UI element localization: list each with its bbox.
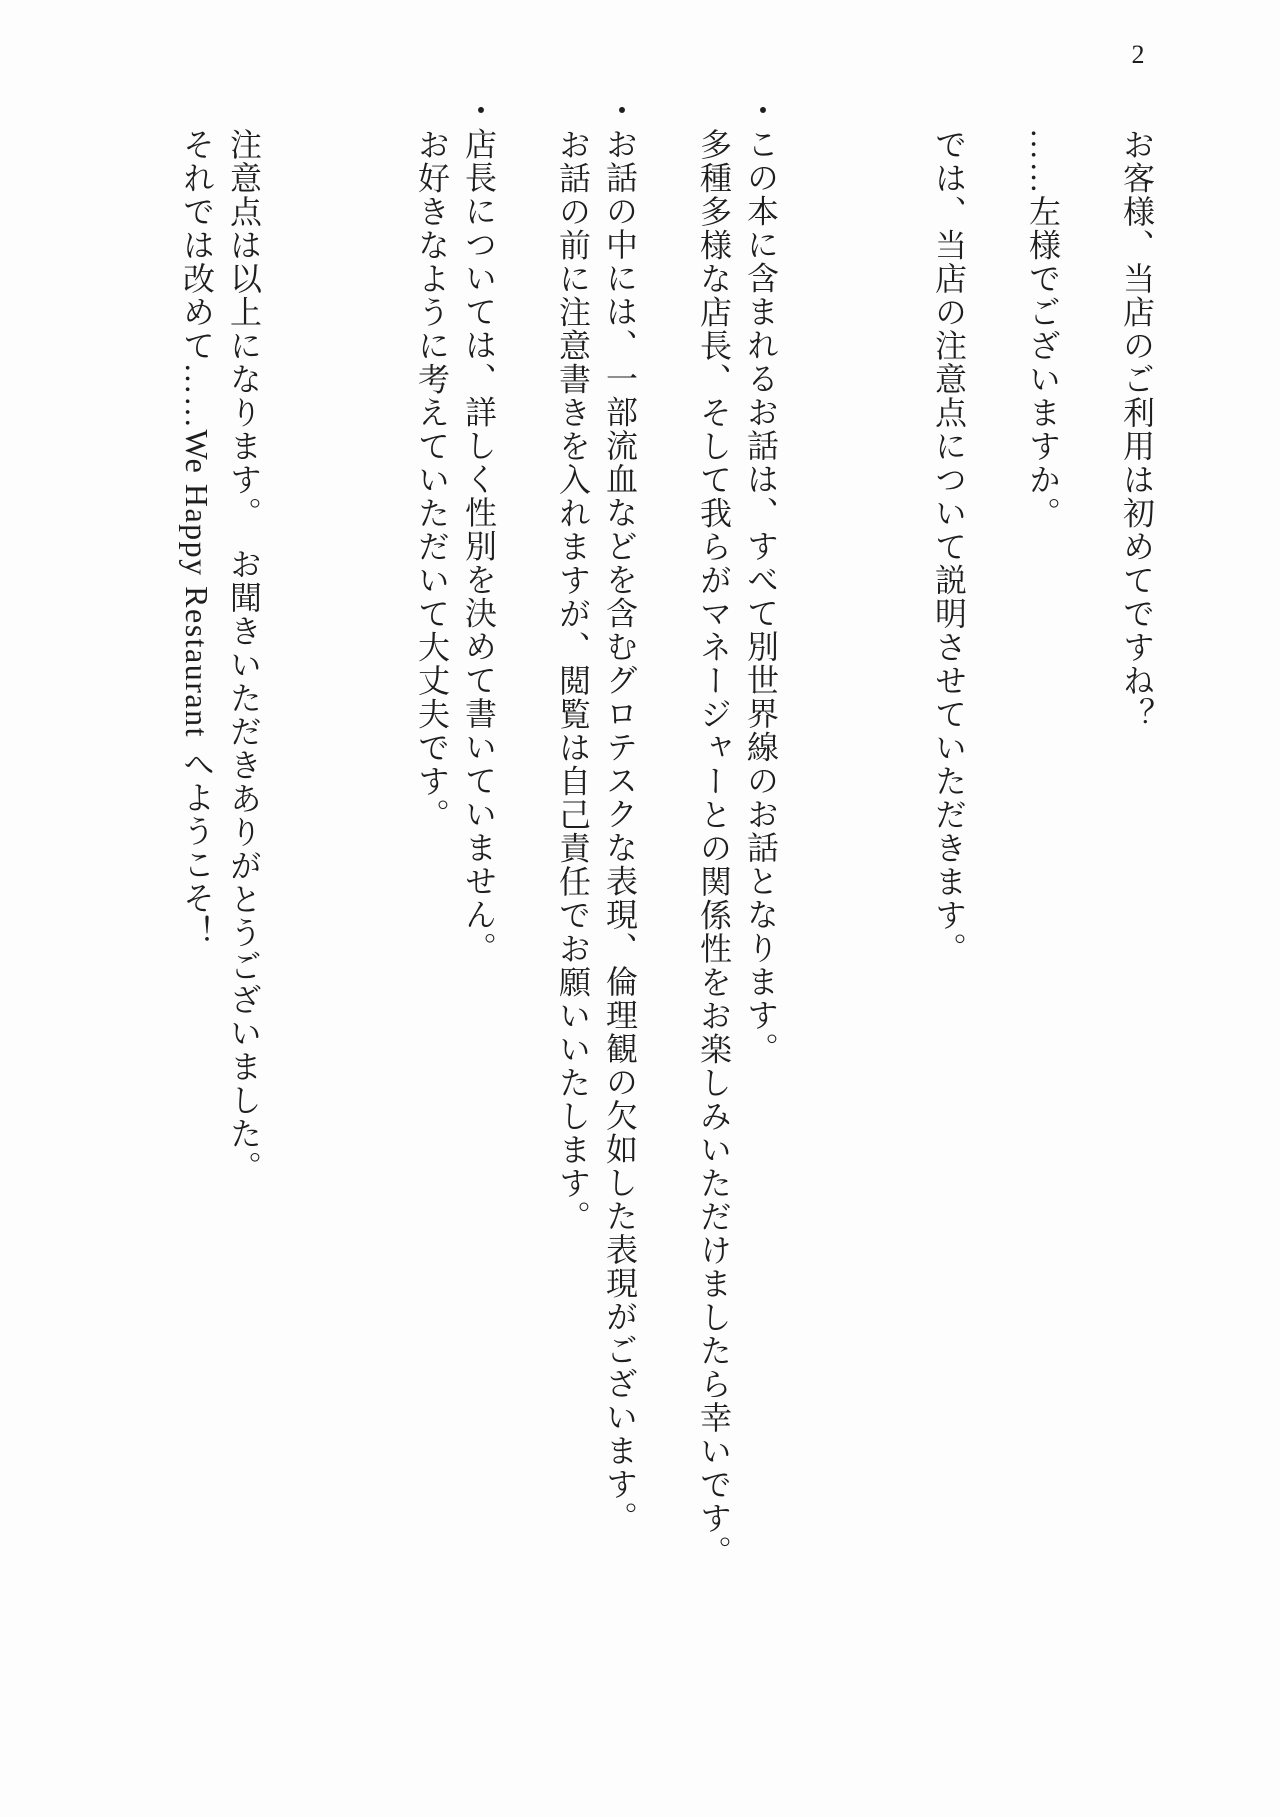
dialogue-line-2 xyxy=(1019,128,1066,1628)
note-item-worldline xyxy=(690,94,784,1628)
text-line: それでは改めて……We Happy Restaurant へようこそ！ xyxy=(179,128,215,949)
text-line: お好きなように考えていただいて大丈夫です。 xyxy=(414,128,450,832)
note-item-manager-gender xyxy=(408,94,502,1628)
text-line: お客様、当店のご利用は初めてですね？ xyxy=(1119,128,1155,731)
note-item-content-warning xyxy=(549,94,643,1628)
closing-line-1 xyxy=(220,128,267,1628)
text-line: ・お話の中には、一部流血などを含むグロテスクな表現、倫理観の欠如した表現がございます。 xyxy=(602,94,638,1535)
closing-line-2 xyxy=(173,128,220,1628)
text-line: ・この本に含まれるお話は、すべて別世界線のお話となります。 xyxy=(743,94,779,1066)
dialogue-line-3 xyxy=(925,128,972,1628)
vertical-text-block xyxy=(173,94,1160,1628)
text-line: ……左様でございますか。 xyxy=(1025,128,1061,530)
text-line: ・店長については、詳しく性別を決めて書いていません。 xyxy=(461,94,497,965)
dialogue-line-1 xyxy=(1113,128,1160,1628)
text-line: 多種多様な店長、そして我らがマネージャーとの関係性をお楽しみいただけましたら幸いです。 xyxy=(696,128,732,1569)
text-line: お話の前に注意書きを入れますが、閲覧は自己責任でお願いいたします。 xyxy=(555,128,591,1234)
page-number: 2 xyxy=(1131,40,1145,69)
text-line: 注意点は以上になります。 お聞きいただきありがとうございました。 xyxy=(226,128,262,1184)
text-line: では、当店の注意点について説明させていただきます。 xyxy=(931,128,967,966)
